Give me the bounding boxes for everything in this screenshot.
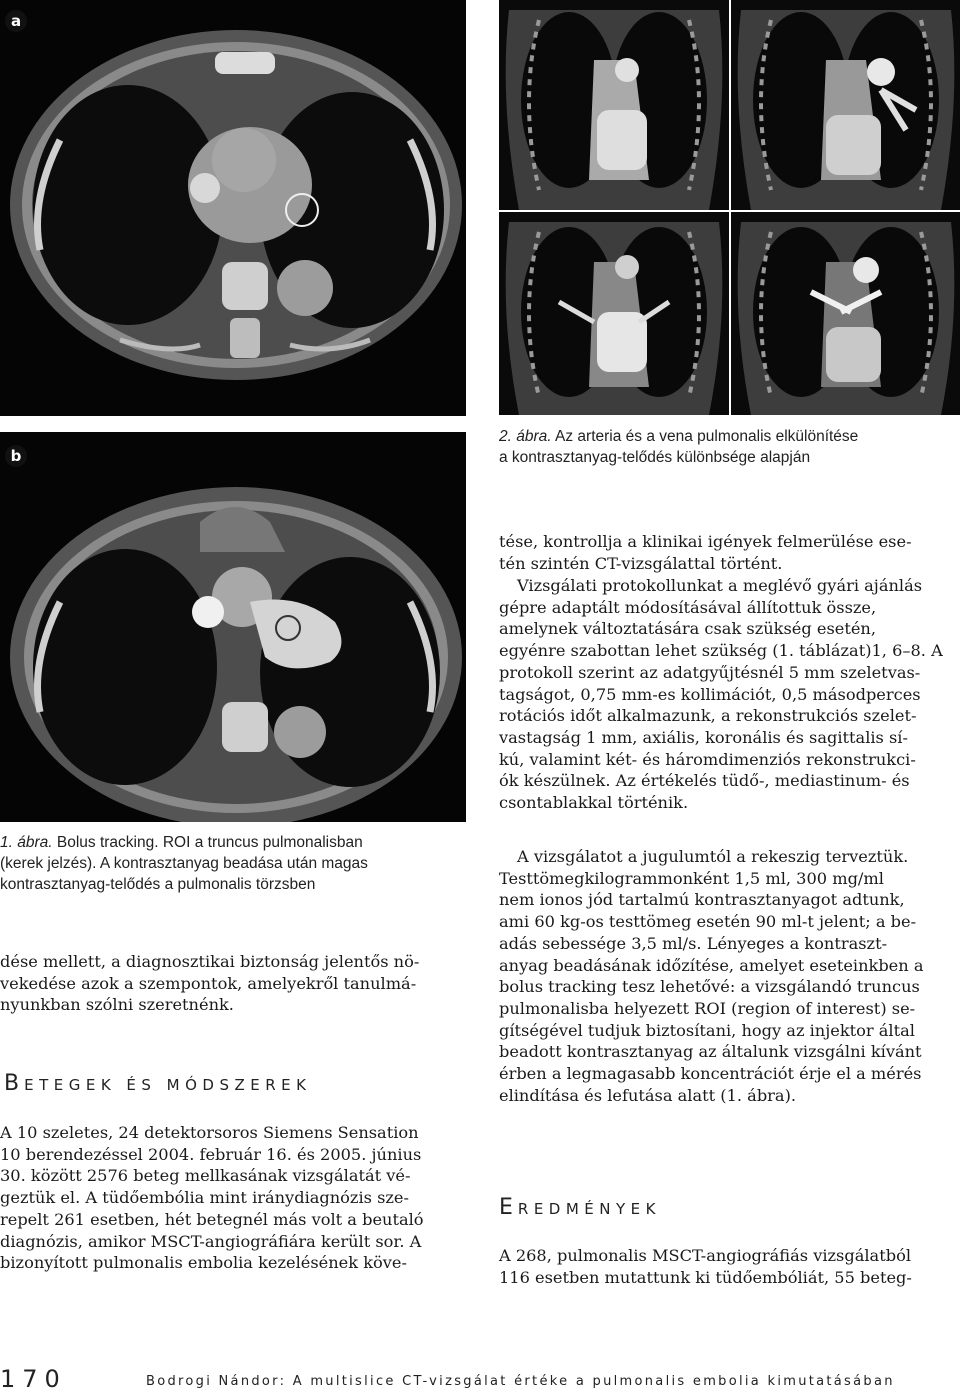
text-line: csontablakkal történik. (499, 793, 689, 813)
text-line: tén szintén CT-vizsgálattal történt. (499, 553, 783, 573)
figure2-image-top-left (499, 0, 729, 210)
section-title-rest: REDMÉNYEK (517, 1200, 661, 1218)
text-line: A 10 szeletes, 24 detektorsoros Siemens Sensation (0, 1123, 419, 1142)
figure2-image-bottom-right (731, 212, 960, 415)
figure1-caption (0, 832, 470, 895)
figure2-caption-line1: Az arteria és a vena pulmonalis elkülönítése (555, 428, 859, 445)
text-line: ók készülnek. Az értékelés tüdő-, mediastinum- és (499, 771, 910, 791)
text-line: elindítása és lefutása alatt (1. ábra). (499, 1085, 797, 1105)
figure1-caption-title: Bolus tracking. (56, 834, 159, 851)
running-title: Bodrogi Nándor: A multislice CT-vizsgálat értéke a pulmonalis embolia kimutatásában (146, 1374, 895, 1389)
right-column-paragraph-2 (499, 575, 959, 814)
figure1-caption-label: 1. ábra. (0, 834, 53, 851)
figure2-caption-label: 2. ábra. (499, 428, 552, 445)
section-title-rest: ETEGEK ÉS MÓDSZEREK (24, 1076, 312, 1094)
text-line: nem ionos jód tartalmú kontrasztanyagot adtunk, (499, 890, 905, 910)
text-line: A vizsgálatot a jugulumtól a rekeszig terveztük. (517, 847, 909, 866)
figure1-panel-a-label: a (5, 10, 27, 32)
text-line: repelt 261 esetben, hét betegnél más volt a beutaló (0, 1209, 424, 1229)
left-column-paragraph-2 (0, 1122, 462, 1274)
text-line: pulmonalisba helyezett ROI (region of interest) se- (499, 998, 916, 1018)
text-line: amelynek változtatására csak szükség esetén, (499, 619, 876, 639)
text-line: ami 60 kg-os testtömeg esetén 90 ml-t jelent; a be- (499, 912, 917, 932)
text-line: A 268, pulmonalis MSCT-angiográfiás vizsgálatból (499, 1246, 911, 1265)
left-column-paragraph-1 (0, 951, 462, 1016)
text-line: Vizsgálati protokollunkat a meglévő gyári ajánlás (517, 576, 923, 595)
figure1-panel-b-label: b (5, 445, 27, 467)
figure1-caption-line2: (kerek jelzés). A kontrasztanyag beadása után magas (0, 855, 368, 872)
text-line: kú, valamint két- és háromdimenziós rekonstrukci- (499, 749, 916, 769)
text-line: anyag beadásának időzítése, amelyet eseteinkben a (499, 955, 924, 975)
text-line: tése, kontrollja a klinikai igények felmerülése ese- (499, 532, 912, 551)
figure1-panel-b-ct-image (0, 432, 466, 822)
left-p1-line: vekedése azok a szempontok, amelyekről tanulmá- (0, 973, 417, 993)
text-line: diagnózis, amikor MSCT-angiográfiára került sor. A (0, 1231, 422, 1251)
right-column-paragraph-4 (499, 1245, 959, 1288)
text-line: geztük el. A tüdőembólia mint iránydiagnózis sze- (0, 1188, 409, 1208)
text-line: adás sebessége 3,5 ml/s. Lényeges a kontraszt- (499, 933, 888, 953)
figure1-caption-line1: ROI a truncus pulmonalisban (162, 834, 363, 851)
section-title-eredmenyek (499, 1195, 661, 1220)
text-line: gépre adaptált módosításával állítottuk össze, (499, 597, 877, 617)
text-line: bizonyított pulmonalis embolia kezelésének köve- (0, 1253, 407, 1273)
section-title-initial: B (4, 1071, 25, 1096)
text-line: bolus tracking tesz lehetővé: a vizsgálandó truncus (499, 977, 920, 997)
right-column-paragraph-1 (499, 531, 959, 574)
figure2-caption-line2: a kontrasztanyag-telődés különbsége alapján (499, 449, 811, 466)
figure2-image-bottom-left (499, 212, 729, 415)
section-title-initial: E (499, 1195, 518, 1220)
text-line: protokoll szerint az adatgyűjtésnél 5 mm szeletvas- (499, 662, 921, 682)
page-number: 170 (0, 1365, 67, 1393)
text-line: gítségével tudjuk biztosítani, hogy az injektor által (499, 1020, 915, 1040)
text-line: egyénre szabottan lehet szükség (1. táblázat)1, 6–8. A (499, 641, 943, 661)
text-line: rotációs időt alkalmazunk, a rekonstrukciós szelet- (499, 706, 917, 726)
left-p1-line: nyunkban szólni szeretnénk. (0, 995, 234, 1015)
text-line: vastagság 1 mm, axiális, koronális és sagittalis sí- (499, 727, 908, 747)
text-line: érben a legmagasabb koncentrációt érje el a mérés (499, 1064, 922, 1084)
text-line: 30. között 2576 beteg mellkasának vizsgálatát vé- (0, 1166, 411, 1186)
text-line: 10 berendezéssel 2004. február 16. és 2005. június (0, 1144, 422, 1164)
section-title-betegek-es-modszerek (4, 1071, 312, 1096)
figure1-panel-a-ct-image (0, 0, 466, 416)
text-line: 116 esetben mutattunk ki tüdőembóliát, 55 beteg- (499, 1267, 912, 1287)
figure1-caption-line3: kontrasztanyag-telődés a pulmonalis törzsben (0, 876, 316, 893)
text-line: Testtömegkilogrammonként 1,5 ml, 300 mg/ml (499, 868, 884, 888)
text-line: tagságot, 0,75 mm-es kollimációt, 0,5 másodperces (499, 684, 921, 704)
left-p1-line: dése mellett, a diagnosztikai biztonság jelentős nö- (0, 952, 420, 971)
text-line: beadott kontrasztanyag az általunk vizsgálni kívánt (499, 1042, 922, 1062)
right-column-paragraph-3 (499, 846, 959, 1106)
figure2-image-top-right (731, 0, 960, 210)
figure2-caption (499, 426, 959, 468)
